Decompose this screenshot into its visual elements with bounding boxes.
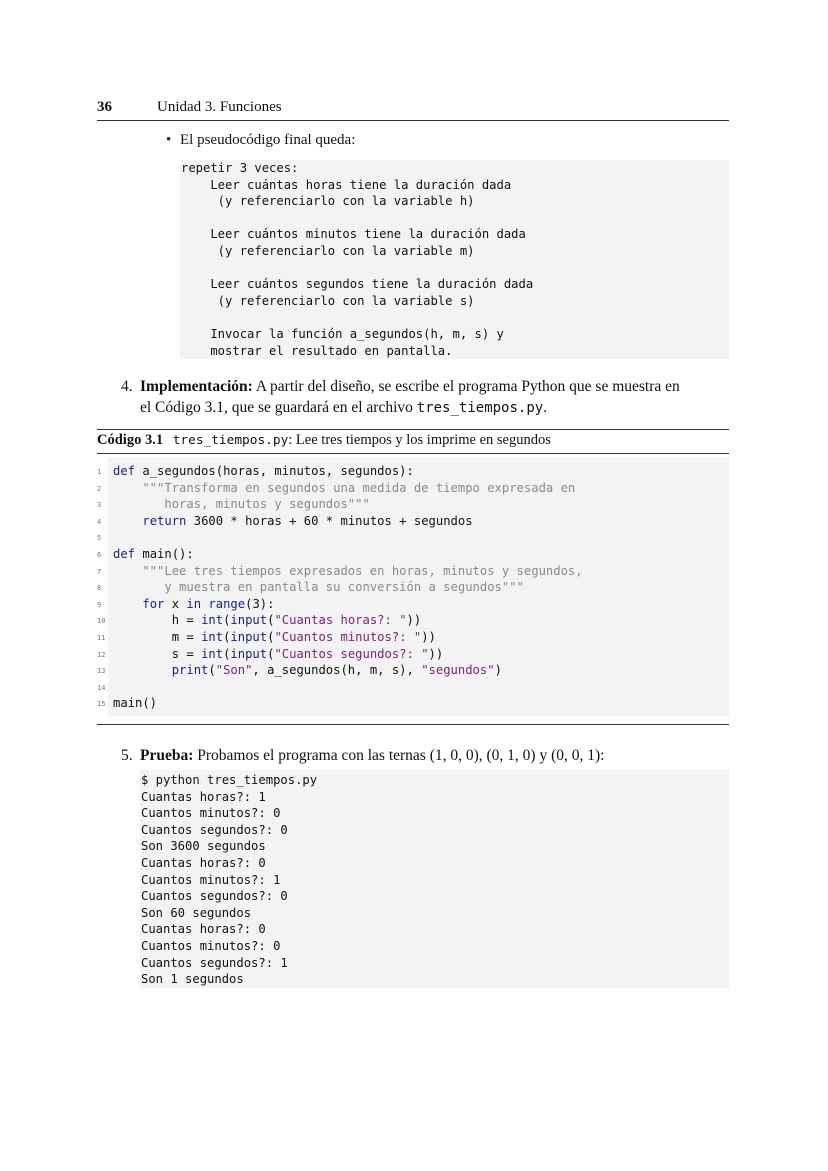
- code-line: """Transforma en segundos una medida de tiempo expresada en: [113, 480, 576, 495]
- caption-filename: tres_tiempos.py: [172, 433, 289, 448]
- code-line: m = int(input("Cuantos minutos?: ")): [113, 630, 436, 644]
- line-number: 12: [97, 650, 106, 659]
- item-text-period: .: [543, 399, 548, 416]
- page-header: [97, 99, 729, 121]
- caption-label: Código 3.1: [97, 432, 164, 448]
- pseudocode-line: Leer cuántos minutos tiene la duración dada: [181, 227, 526, 242]
- line-number: 9: [97, 600, 102, 609]
- line-number: 6: [97, 551, 102, 559]
- pseudocode-line: Leer cuántos segundos tiene la duración dada: [181, 277, 534, 292]
- bullet-dot-icon: •: [166, 132, 172, 148]
- item-text-line1: A partir del diseño, se escribe el programa Python que se muestra en: [252, 378, 680, 395]
- pseudocode-line: (y referenciarlo con la variable h): [181, 194, 475, 209]
- code-line: main(): [113, 696, 158, 711]
- code-line: print("Son", a_segundos(h, m, s), "segundos"): [171, 663, 502, 678]
- line-number: 10: [97, 617, 106, 626]
- caption-bottom-rule: [97, 453, 729, 454]
- item-text: Probamos el programa con las ternas (1, 0, 0), (0, 1, 0) y (0, 0, 1):: [193, 747, 605, 764]
- code-line: """Lee tres tiempos expresados en horas, minutos y segundos,: [113, 563, 583, 578]
- pseudocode-line: (y referenciarlo con la variable m): [181, 244, 475, 258]
- item-heading: Implementación:: [140, 378, 253, 395]
- list-number: 4.: [121, 378, 133, 395]
- code-line: return 3600 * horas + 60 * minutos + segundos: [142, 513, 473, 528]
- code-line: def a_segundos(horas, minutos, segundos):: [113, 464, 414, 478]
- terminal-line: $ python tres_tiempos.py: [141, 773, 318, 787]
- code-line: for x in range(3):: [142, 596, 275, 611]
- list-number: 5.: [121, 747, 133, 764]
- pseudocode-line: repetir 3 veces:: [181, 161, 299, 175]
- pseudocode-line: Invocar la función a_segundos(h, m, s) y: [181, 327, 504, 341]
- line-number: 5: [97, 534, 102, 543]
- chapter-title: Unidad 3. Funciones: [157, 99, 282, 115]
- page-number: 36: [97, 99, 112, 115]
- terminal-line: Cuantas horas?: 0: [141, 856, 266, 870]
- code-line: def main():: [113, 547, 194, 561]
- line-number: 7: [97, 567, 102, 576]
- line-number: 3: [97, 501, 102, 510]
- item-heading: Prueba:: [140, 747, 194, 764]
- caption-text: : Lee tres tiempos y los imprime en segundos: [288, 432, 551, 448]
- terminal-line: Cuantos minutos?: 0: [141, 939, 281, 953]
- terminal-line: Cuantos minutos?: 1: [141, 872, 281, 887]
- code-line: h = int(input("Cuantas horas?: ")): [113, 613, 422, 628]
- line-number: 14: [97, 683, 106, 692]
- item-text-line2: el Código 3.1, que se guardará en el archivo: [140, 399, 417, 416]
- pseudocode-line: (y referenciarlo con la variable s): [181, 293, 475, 308]
- code-line: s = int(input("Cuantos segundos?: ")): [113, 646, 444, 661]
- terminal-line: Cuantas horas?: 0: [141, 922, 266, 937]
- pseudocode-line: Leer cuántas horas tiene la duración dada: [181, 177, 512, 192]
- line-number: 4: [97, 517, 102, 526]
- line-number: 13: [97, 667, 106, 676]
- code-line: y muestra en pantalla su conversión a segundos""": [113, 580, 524, 595]
- listing-caption: [97, 432, 551, 449]
- terminal-line: Cuantos segundos?: 1: [141, 955, 288, 970]
- terminal-line: Cuantos minutos?: 0: [141, 806, 281, 821]
- line-number: 2: [97, 484, 102, 493]
- terminal-line: Son 3600 segundos: [141, 839, 266, 854]
- terminal-line: Cuantos segundos?: 0: [141, 889, 288, 904]
- pseudocode-line: mostrar el resultado en pantalla.: [181, 343, 453, 358]
- inline-filename: tres_tiempos.py: [416, 400, 544, 416]
- line-number: 1: [97, 468, 102, 476]
- caption-top-rule: [97, 429, 729, 430]
- terminal-line: Cuantos segundos?: 0: [141, 822, 288, 837]
- terminal-line: Son 60 segundos: [141, 905, 252, 920]
- code-line: horas, minutos y segundos""": [113, 497, 370, 512]
- listing-bottom-rule: [97, 724, 729, 725]
- terminal-line: Cuantas horas?: 1: [141, 789, 266, 804]
- line-number: 15: [97, 700, 106, 709]
- line-number: 8: [97, 584, 102, 593]
- terminal-line: Son 1 segundos: [141, 972, 244, 987]
- bullet-text: El pseudocódigo final queda:: [180, 132, 356, 148]
- line-number: 11: [97, 634, 106, 642]
